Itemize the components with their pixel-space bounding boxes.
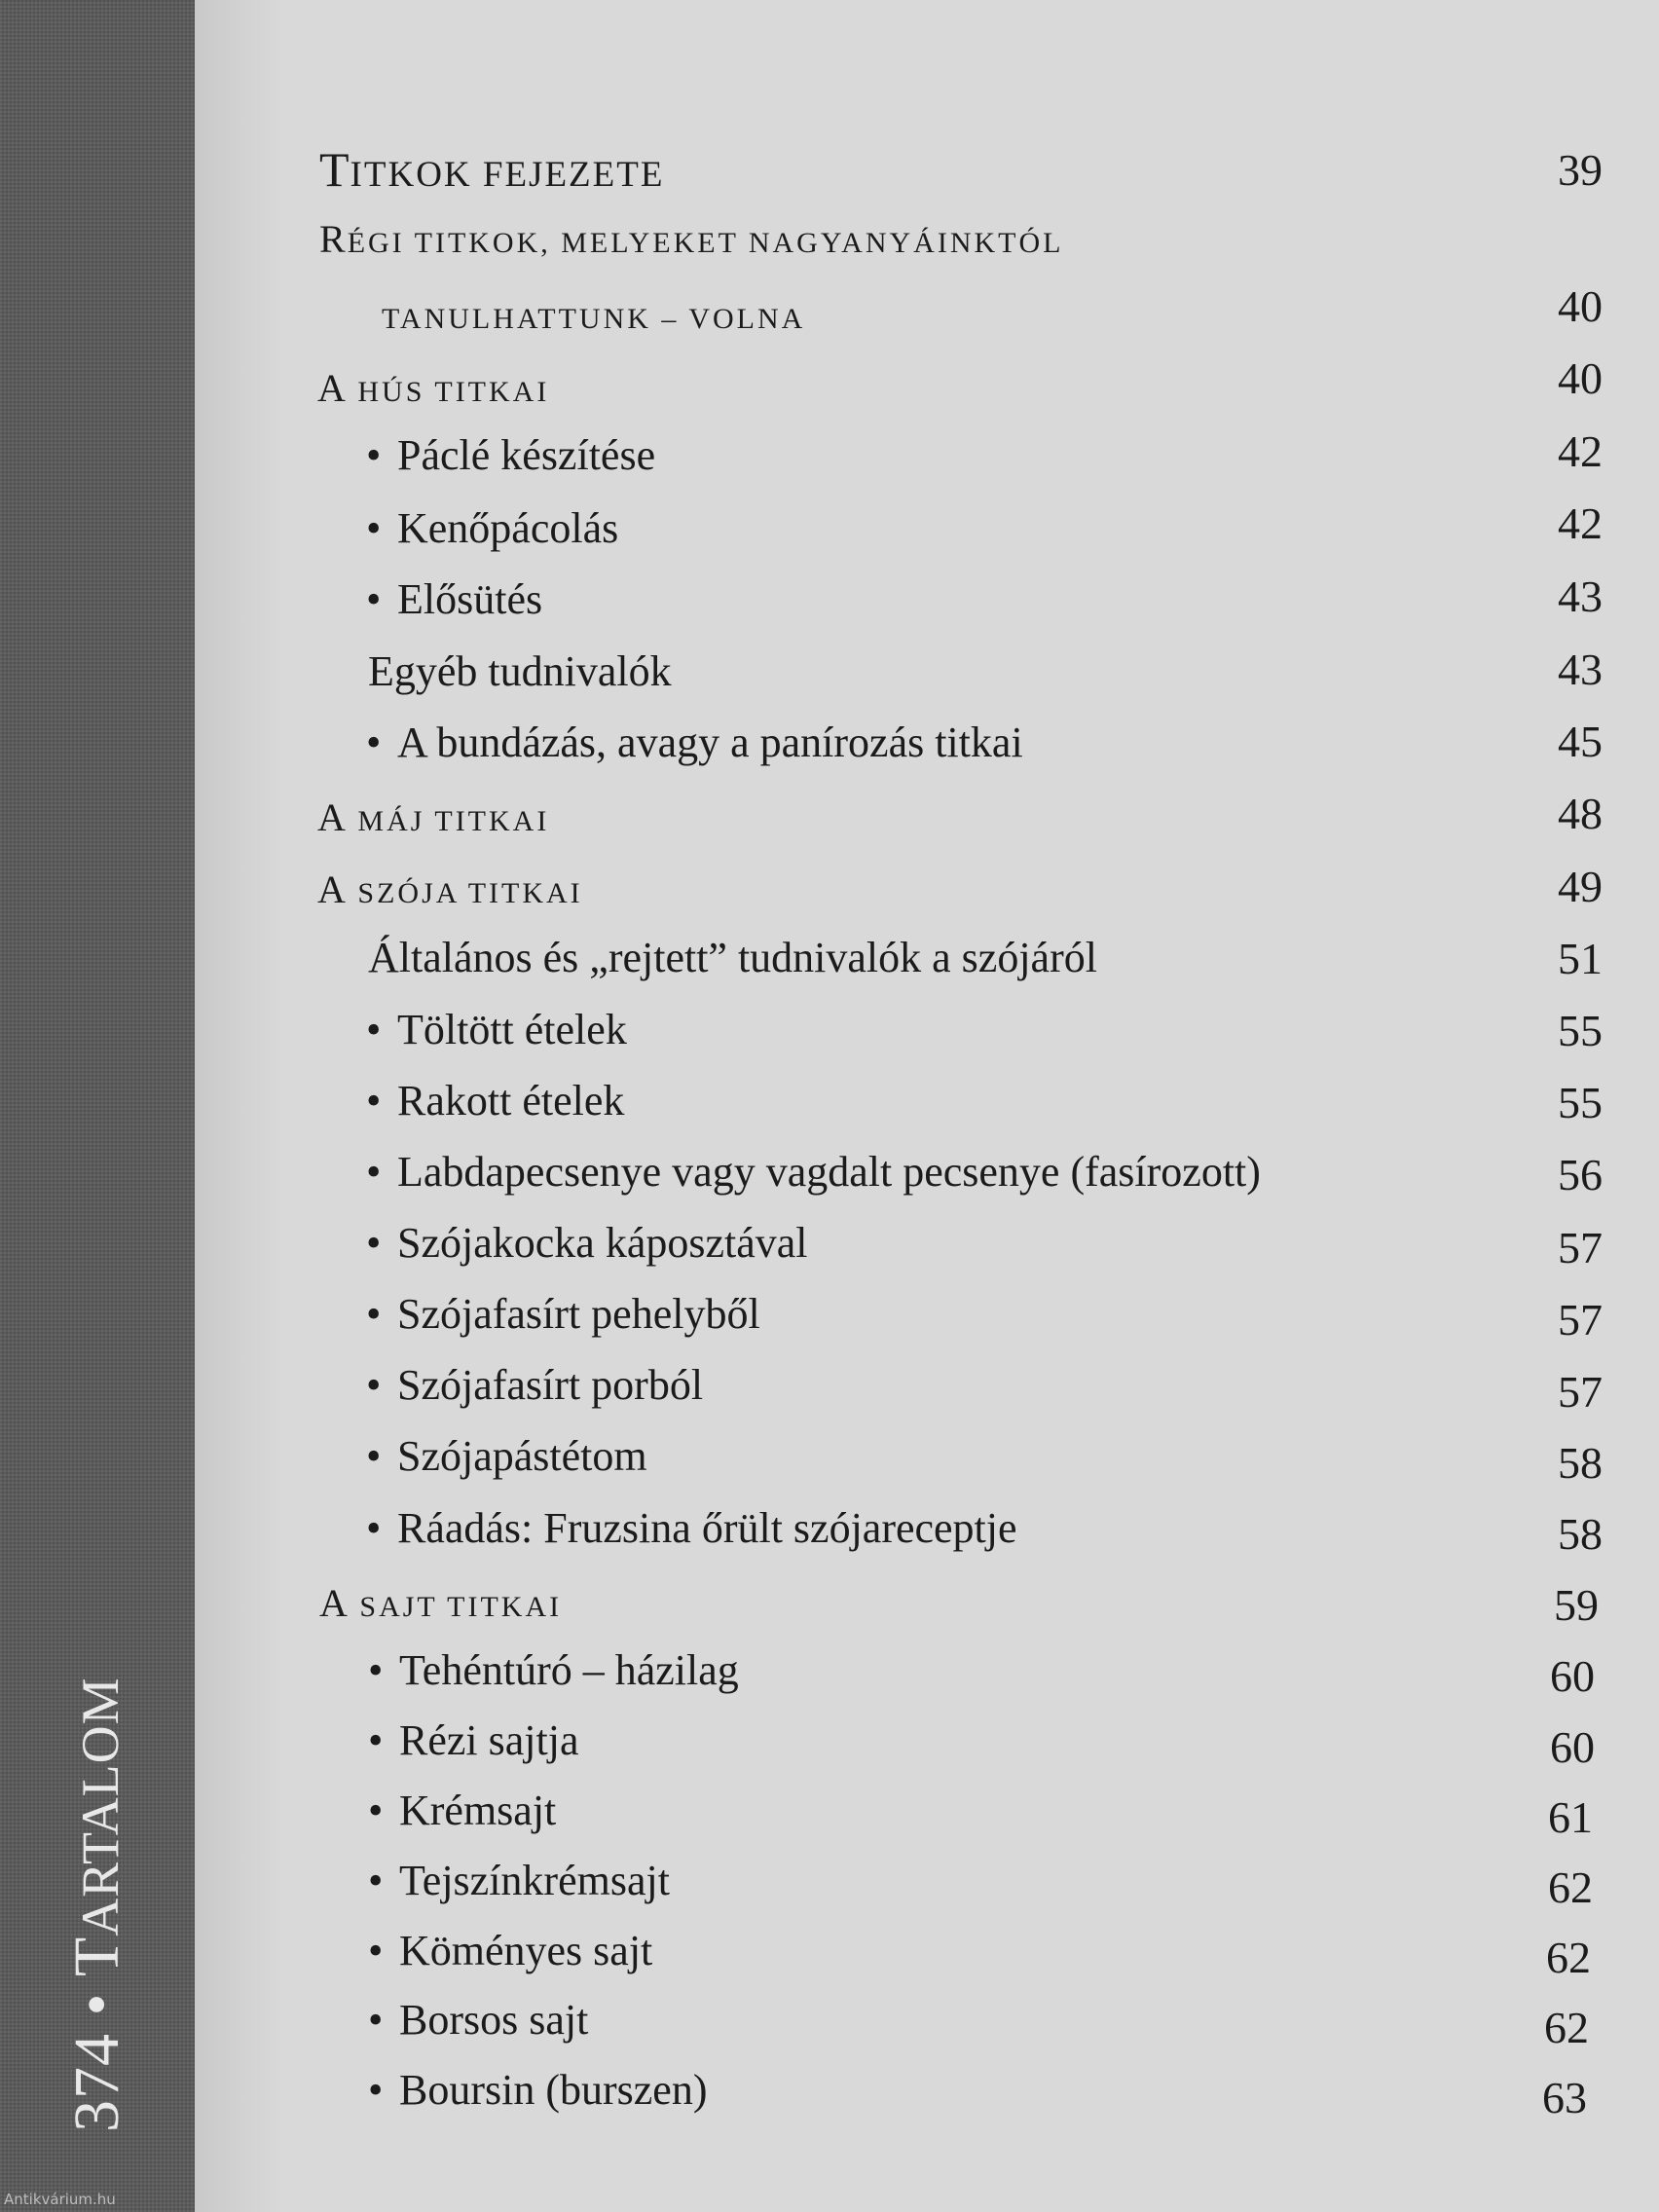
toc-item: • Szójafasírt pehelyből — [366, 1290, 760, 1338]
chapter-title-page: 39 — [1558, 145, 1603, 195]
toc-page-number: 57 — [1558, 1223, 1603, 1272]
toc-page-number: 58 — [1558, 1509, 1603, 1559]
toc-subheading: Egyéb tudnivalók — [368, 647, 672, 695]
toc-item: • Rakott ételek — [366, 1077, 625, 1124]
toc-page — [195, 0, 1659, 2212]
toc-page-number: 62 — [1546, 1933, 1591, 1982]
toc-item: • Boursin (burszen) — [368, 2066, 708, 2114]
toc-page-number: 63 — [1542, 2073, 1587, 2122]
toc-item: • A bundázás, avagy a panírozás titkai — [366, 719, 1023, 766]
toc-item: • Köményes sajt — [368, 1927, 653, 1974]
header-separator: • — [61, 1992, 132, 2016]
toc-item: • Tejszínkrémsajt — [368, 1857, 670, 1904]
toc-page-number: 42 — [1558, 426, 1603, 476]
toc-item: • Töltött ételek — [366, 1006, 627, 1053]
toc-page-number: 51 — [1558, 934, 1603, 983]
toc-item: • Szójakocka káposztával — [366, 1219, 808, 1267]
section-name-initial: T — [61, 1936, 132, 1977]
watermark: Antikvárium.hu — [4, 2191, 116, 2208]
toc-page-number: 60 — [1550, 1651, 1595, 1701]
toc-page-number: 43 — [1558, 645, 1603, 694]
toc-page-number: 62 — [1544, 2003, 1589, 2052]
toc-subheading: Általános és „rejtett” tudnivalók a szójáról — [368, 934, 1097, 981]
table-of-contents — [195, 0, 1659, 2212]
toc-page-number: 45 — [1558, 717, 1603, 766]
section-name-rest: ARTALOM — [71, 1677, 129, 1936]
toc-page-number: 40 — [1558, 281, 1603, 331]
toc-heading: A SZÓJA TITKAI — [317, 867, 583, 911]
toc-item: • Ráadás: Fruzsina őrült szójareceptje — [366, 1504, 1017, 1552]
toc-page-number: 49 — [1558, 862, 1603, 911]
toc-page-number: 58 — [1558, 1438, 1603, 1488]
toc-page-number: 61 — [1548, 1792, 1593, 1842]
toc-item: • Labdapecsenye vagy vagdalt pecsenye (fasírozott) — [366, 1148, 1261, 1196]
toc-page-number: 57 — [1558, 1295, 1603, 1345]
toc-item: • Borsos sajt — [368, 1996, 589, 2044]
toc-page-number: 57 — [1558, 1367, 1603, 1417]
toc-item: • Krémsajt — [368, 1787, 557, 1834]
running-header — [60, 1677, 134, 2132]
toc-page-number: 43 — [1558, 571, 1603, 621]
toc-page-number: 55 — [1558, 1006, 1603, 1055]
toc-item: • Rézi sajtja — [368, 1716, 579, 1764]
toc-page-number: 59 — [1554, 1580, 1599, 1630]
toc-heading: A SAJT TITKAI — [319, 1581, 563, 1625]
toc-page-number: 60 — [1550, 1722, 1595, 1772]
toc-page-number: 40 — [1558, 353, 1603, 403]
page-number: 374 — [61, 2033, 132, 2132]
toc-item: • Szójapástétom — [366, 1432, 647, 1480]
toc-item: • Szójafasírt porból — [366, 1361, 704, 1409]
chapter-title: TITKOK FEJEZETE — [319, 142, 665, 197]
toc-page-number: 55 — [1558, 1078, 1603, 1127]
toc-page-number: 56 — [1558, 1150, 1603, 1199]
toc-item: • Tehéntúró – házilag — [368, 1646, 739, 1694]
toc-heading: A HÚS TITKAI — [317, 366, 550, 410]
toc-heading-continued: TANULHATTUNK – VOLNA — [382, 303, 806, 335]
toc-heading: A MÁJ TITKAI — [317, 795, 550, 839]
toc-heading: RÉGI TITKOK, MELYEKET NAGYANYÁINKTÓL — [319, 217, 1064, 261]
toc-page-number: 62 — [1548, 1862, 1593, 1912]
toc-item: • Páclé készítése — [366, 431, 656, 479]
toc-item: • Kenőpácolás — [366, 504, 619, 552]
toc-page-number: 42 — [1558, 498, 1603, 548]
book-spine-margin — [0, 0, 195, 2212]
toc-item: • Elősütés — [366, 575, 543, 623]
toc-page-number: 48 — [1558, 789, 1603, 838]
